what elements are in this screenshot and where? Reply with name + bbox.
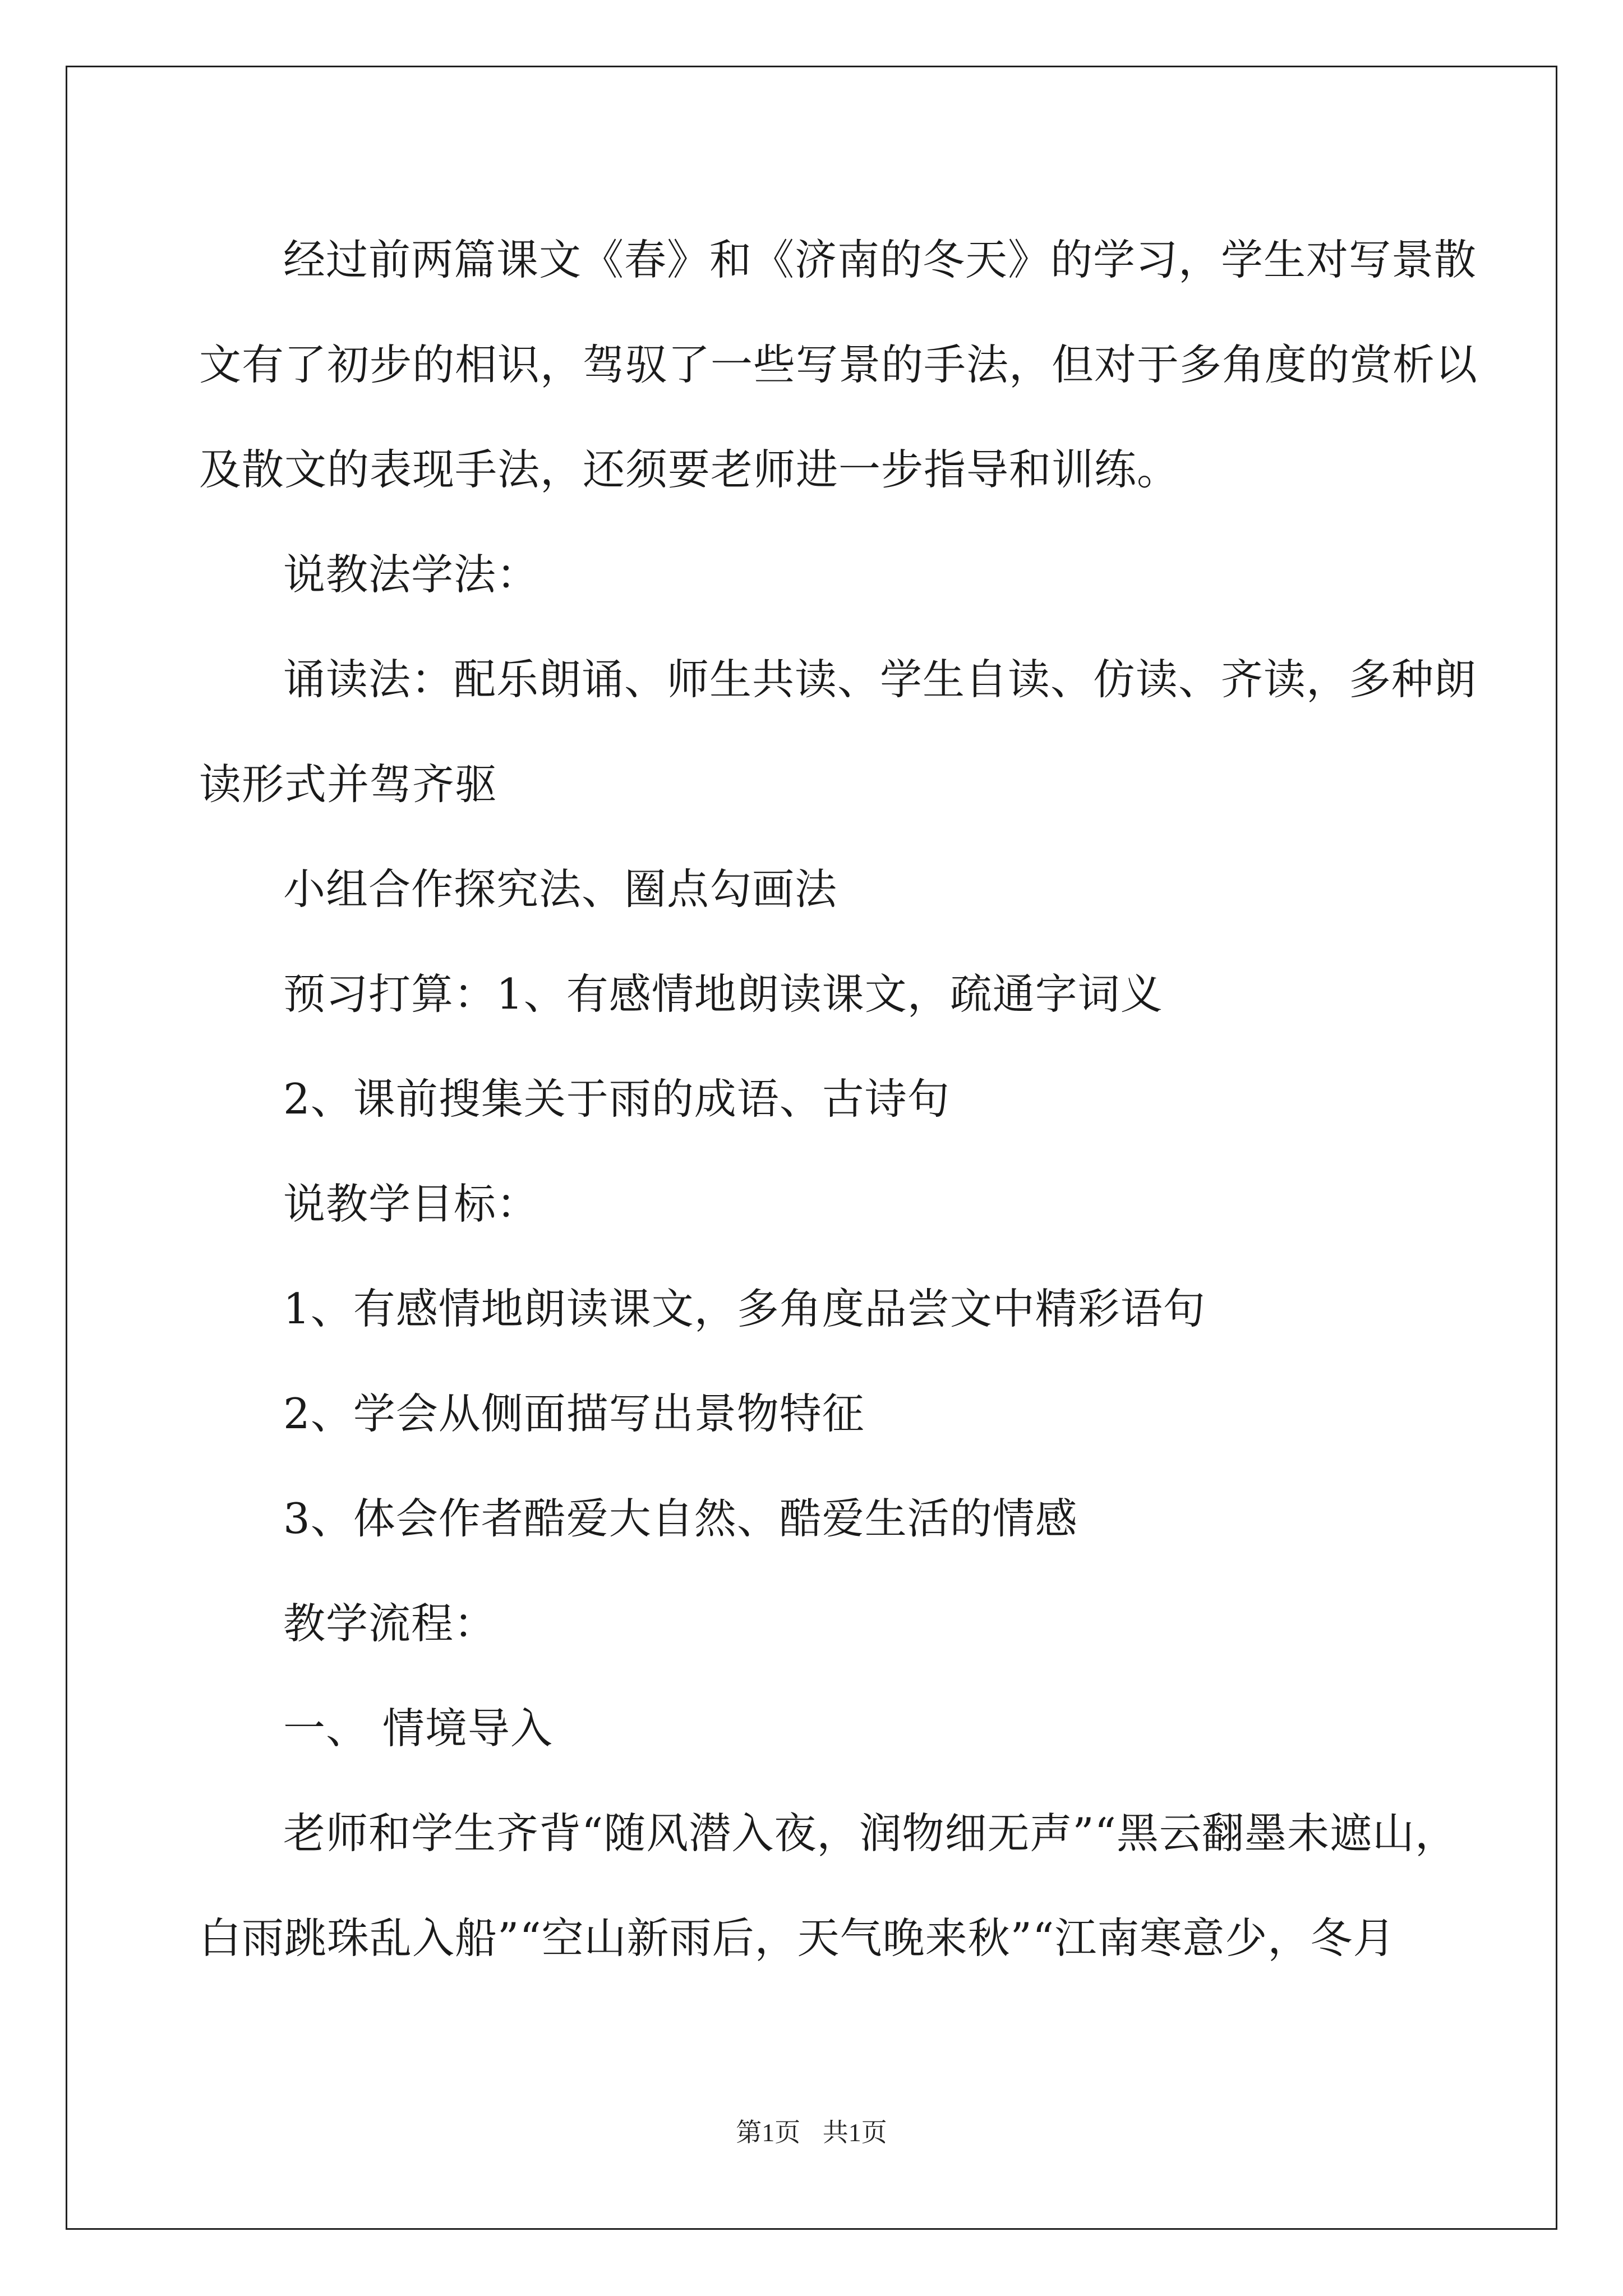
- text-line: 文有了初步的相识，驾驭了一些写景的手法，但对于多角度的赏析以: [199, 340, 1478, 389]
- text-line: 及散文的表现手法，还须要老师进一步指导和训练。: [199, 445, 1180, 494]
- text-line: 老师和学生齐背“随风潜入夜，润物细无声”“黑云翻墨未遮山，: [283, 1809, 1458, 1858]
- page-total: 共1页: [822, 2118, 887, 2147]
- heading-teaching-method: [199, 522, 1467, 627]
- paragraph-poems: [199, 1781, 1467, 1991]
- page-footer: [0, 2112, 1623, 2149]
- heading-teaching-process: [199, 1571, 1467, 1676]
- text-line: 3、体会作者酷爱大自然、酷爱生活的情感: [283, 1494, 1078, 1543]
- goal-item-2: [199, 1361, 1467, 1466]
- goal-item-1: [199, 1257, 1467, 1361]
- paragraph-group-method: [199, 837, 1467, 942]
- text-line: 读形式并驾齐驱: [199, 760, 498, 809]
- paragraph-preview-item-2: [199, 1047, 1467, 1152]
- text-line: 白雨跳珠乱入船”“空山新雨后，天气晚来秋”“江南寒意少，冬月: [199, 1913, 1396, 1963]
- paragraph-intro: [199, 208, 1478, 522]
- text-line: 小组合作探究法、圈点勾画法: [283, 864, 838, 914]
- text-line: 2、课前搜集关于雨的成语、古诗句: [283, 1074, 950, 1124]
- paragraph-reading-method: [199, 627, 1477, 837]
- paragraph-preview-plan: [199, 942, 1467, 1047]
- text-line: 2、学会从侧面描写出景物特征: [283, 1389, 865, 1438]
- text-line: 预习打算：1、有感情地朗读课文，疏通字词义: [283, 969, 1163, 1019]
- text-line: 说教法学法：: [283, 550, 540, 599]
- text-line: 一、 情境导入: [283, 1704, 553, 1753]
- text-line: 说教学目标：: [283, 1179, 540, 1228]
- document-body: [199, 208, 1478, 1991]
- heading-section-one: [199, 1676, 1467, 1781]
- page-number: 第1页: [736, 2118, 801, 2147]
- text-line: 教学流程：: [283, 1599, 497, 1648]
- text-line: 经过前两篇课文《春》和《济南的冬天》的学习，学生对写景散: [283, 235, 1477, 284]
- text-line: 诵读法：配乐朗诵、师生共读、学生自读、仿读、齐读，多种朗: [283, 655, 1477, 704]
- goal-item-3: [199, 1466, 1467, 1571]
- text-line: 1、有感情地朗读课文，多角度品尝文中精彩语句: [283, 1284, 1206, 1333]
- heading-teaching-goals: [199, 1152, 1467, 1257]
